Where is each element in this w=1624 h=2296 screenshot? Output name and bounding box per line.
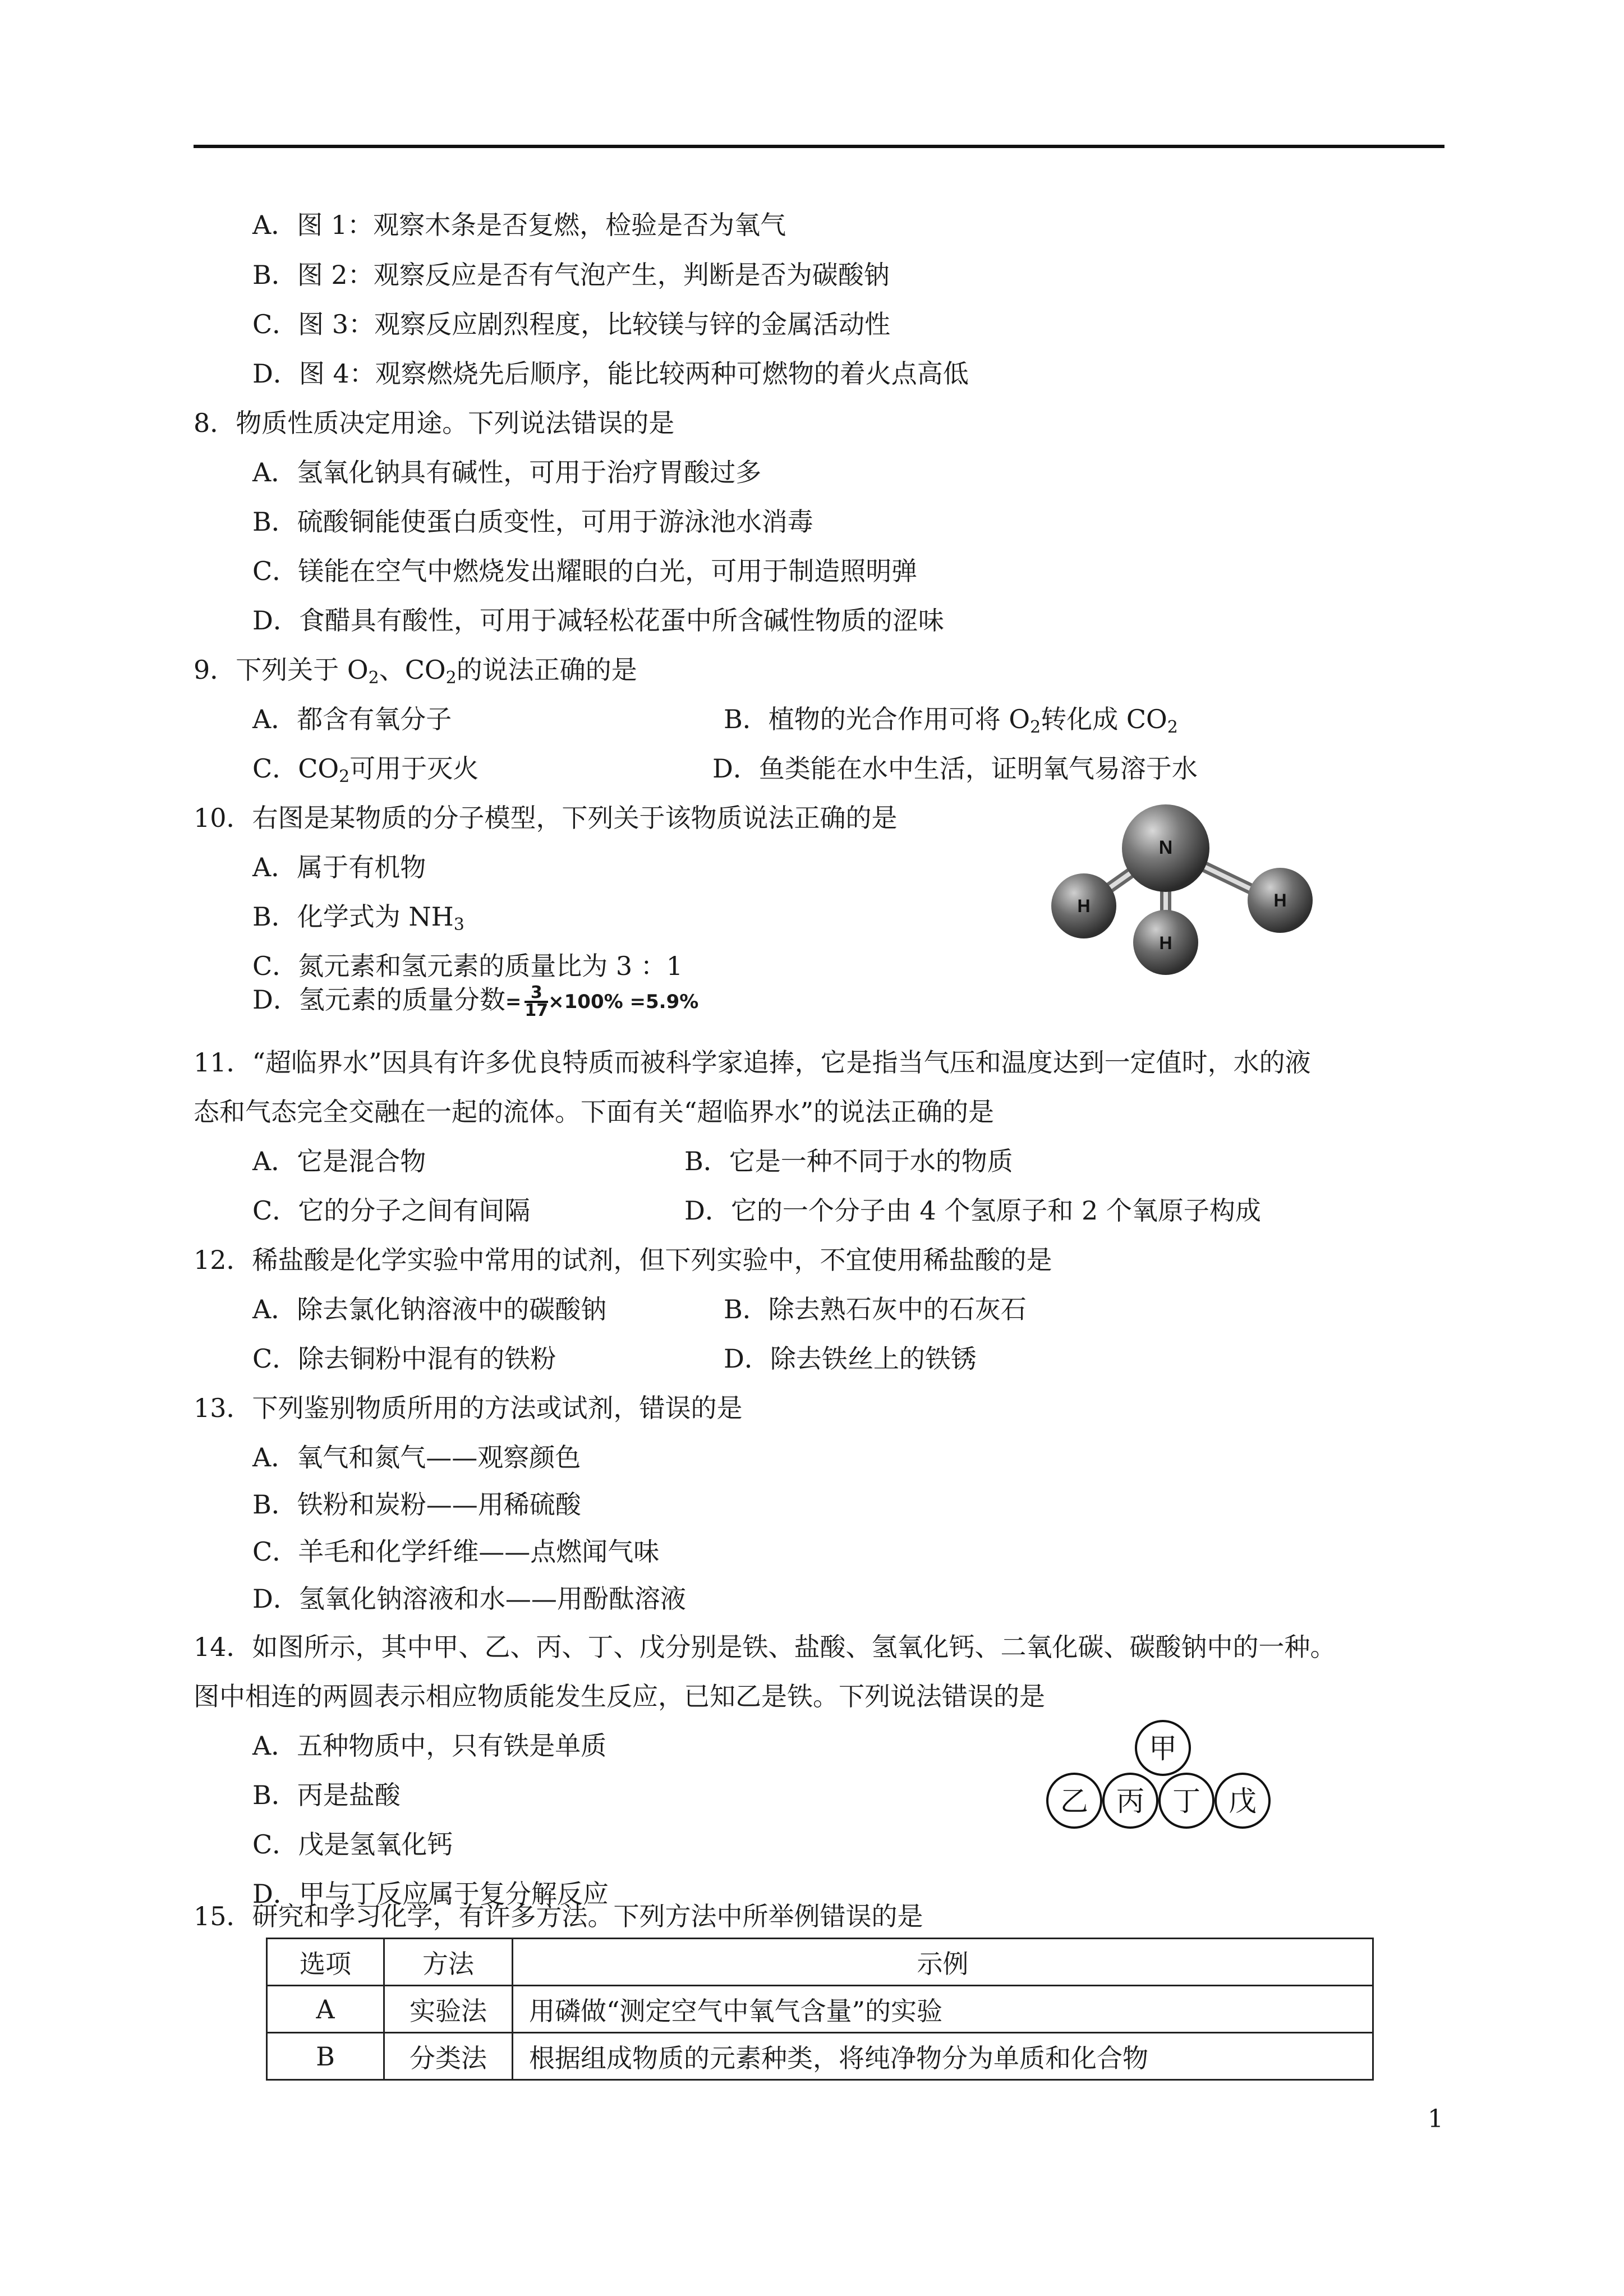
fraction: $\frac{3}{17}$ [525, 983, 549, 1020]
q7-option-d: D．图 4：观察燃烧先后顺序，能比较两种可燃物的着火点高低 [252, 358, 969, 389]
q8-option-a: A．氢氧化钠具有碱性，可用于治疗胃酸过多 [252, 457, 762, 487]
q9-stem: 9．下列关于 $O_2$、$CO_2$的说法正确的是 [194, 655, 637, 688]
q14-option-b: B．丙是盐酸 [252, 1780, 401, 1810]
cell-method: 实验法 [384, 1986, 513, 2033]
q10-option-d: D．氢元素的质量分数= $\frac{3}{17}$ ×100% =5.9% [252, 983, 699, 1020]
label-jia: 甲 [1149, 1732, 1177, 1765]
q13-option-b: B．铁粉和炭粉——用稀硫酸 [252, 1489, 581, 1520]
cell-example: 用磷做“测定空气中氧气含量”的实验 [513, 1986, 1373, 2033]
q10-option-a: A．属于有机物 [252, 852, 426, 882]
q13-option-c: C．羊毛和化学纤维——点燃闻气味 [252, 1536, 660, 1567]
q7-option-a: A．图 1：观察木条是否复燃，检验是否为氧气 [252, 210, 786, 240]
q7-option-b: B．图 2：观察反应是否有气泡产生，判断是否为碳酸钠 [252, 260, 890, 290]
q10-option-b: B．化学式为 $NH_3$ [252, 901, 464, 935]
q12-option-a: A．除去氯化钠溶液中的碳酸钠 [252, 1294, 607, 1324]
q13-option-a: A．氧气和氮气——观察颜色 [252, 1442, 581, 1473]
cell-option: B [267, 2033, 384, 2080]
label-ding: 丁 [1172, 1785, 1200, 1818]
q7-option-c: C．图 3：观察反应剧烈程度，比较镁与锌的金属活动性 [252, 309, 891, 339]
header-rule [194, 145, 1444, 148]
header-example: 示例 [513, 1939, 1373, 1986]
atom-label-h: H [1159, 933, 1172, 953]
atom-label-h: H [1077, 896, 1091, 916]
methods-table [266, 1938, 1374, 2081]
q11-option-a: A．它是混合物 [252, 1146, 426, 1176]
q12-stem: 12．稀盐酸是化学实验中常用的试剂，但下列实验中，不宜使用稀盐酸的是 [194, 1245, 1052, 1275]
q9-option-d: D．鱼类能在水中生活，证明氧气易溶于水 [712, 753, 1198, 784]
q10-option-c: C．氮元素和氢元素的质量比为 3 ：1 [252, 951, 683, 981]
q11-stem-line1: 11．“超临界水”因具有许多优良特质而被科学家追捧，它是指当气压和温度达到一定值时，水的液 [194, 1047, 1311, 1078]
ammonia-molecule-model [1043, 785, 1335, 987]
q10-stem: 10．右图是某物质的分子模型，下列关于该物质说法正确的是 [194, 803, 898, 833]
q11-option-d: D．它的一个分子由 4 个氢原子和 2 个氧原子构成 [684, 1195, 1261, 1226]
cell-option: A [267, 1986, 384, 2033]
substance-circle-diagram [1041, 1717, 1287, 1834]
atom-label-h: H [1273, 890, 1287, 910]
q8-option-b: B．硫酸铜能使蛋白质变性，可用于游泳池水消毒 [252, 507, 813, 537]
q9-option-c: C．$CO_2$可用于灭火 [252, 753, 479, 786]
q12-option-b: B．除去熟石灰中的石灰石 [724, 1294, 1027, 1324]
header-option: 选项 [267, 1939, 384, 1986]
q11-option-c: C．它的分子之间有间隔 [252, 1195, 531, 1226]
q13-option-d: D．氢氧化钠溶液和水——用酚酞溶液 [252, 1584, 686, 1614]
q14-option-c: C．戊是氢氧化钙 [252, 1829, 453, 1860]
q12-option-d: D．除去铁丝上的铁锈 [724, 1343, 977, 1374]
q14-stem-line1: 14．如图所示，其中甲、乙、丙、丁、戊分别是铁、盐酸、氢氧化钙、二氧化碳、碳酸钠中的一种。 [194, 1632, 1336, 1662]
q14-stem-line2: 图中相连的两圆表示相应物质能发生反应，已知乙是铁。下列说法错误的是 [194, 1681, 1045, 1711]
q11-stem-line2: 态和气态完全交融在一起的流体。下面有关“超临界水”的说法正确的是 [194, 1097, 995, 1127]
page-number: 1 [1428, 2105, 1443, 2133]
label-yi: 乙 [1060, 1785, 1088, 1818]
table-row [267, 2033, 1373, 2080]
q8-stem: 8．物质性质决定用途。下列说法错误的是 [194, 408, 675, 438]
q14-option-d: D．甲与丁反应属于复分解反应 [252, 1879, 609, 1909]
q8-option-d: D．食醋具有酸性，可用于减轻松花蛋中所含碱性物质的涩味 [252, 605, 944, 636]
q13-stem: 13．下列鉴别物质所用的方法或试剂，错误的是 [194, 1393, 743, 1423]
table-row [267, 1986, 1373, 2033]
table-header-row [267, 1939, 1373, 1986]
q14-option-a: A．五种物质中，只有铁是单质 [252, 1731, 607, 1761]
cell-example: 根据组成物质的元素种类，将纯净物分为单质和化合物 [513, 2033, 1373, 2080]
label-wu: 戊 [1229, 1785, 1257, 1818]
q9-option-a: A．都含有氧分子 [252, 704, 452, 734]
q8-option-c: C．镁能在空气中燃烧发出耀眼的白光，可用于制造照明弹 [252, 556, 918, 586]
atom-label-n: N [1158, 837, 1173, 858]
q15-stem: 15．研究和学习化学，有许多方法。下列方法中所举例错误的是 [194, 1901, 923, 1931]
q11-option-b: B．它是一种不同于水的物质 [684, 1146, 1013, 1176]
q12-option-c: C．除去铜粉中混有的铁粉 [252, 1343, 556, 1374]
q9-option-b: B．植物的光合作用可将 $O_2$转化成 $CO_2$ [724, 704, 1178, 737]
label-bing: 丙 [1116, 1785, 1144, 1818]
header-method: 方法 [384, 1939, 513, 1986]
cell-method: 分类法 [384, 2033, 513, 2080]
